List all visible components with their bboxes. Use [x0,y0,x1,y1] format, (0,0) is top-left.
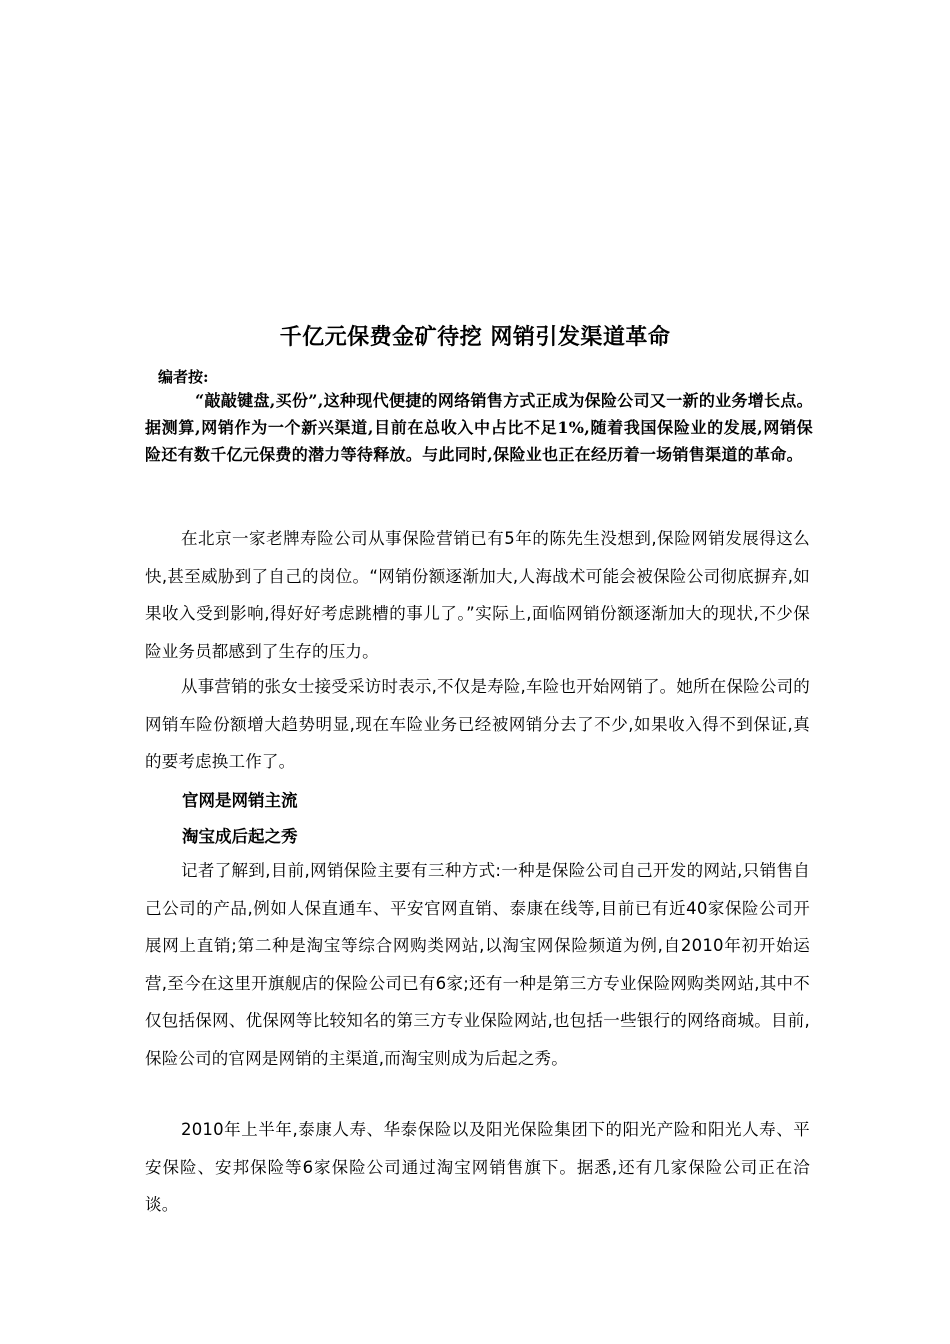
section-subheading: 官网是网销主流 [182,791,298,810]
body-paragraph: 从事营销的张女士接受采访时表示,不仅是寿险,车险也开始网销了。她所在保险公司的网销车险份额增大趋势明显,现在车险业务已经被网销分去了不少,如果收入得不到保证,真的要考虑换工作了。 [145,677,810,771]
body-paragraph: 在北京一家老牌寿险公司从事保险营销已有5年的陈先生没想到,保险网销发展得这么快,甚至威胁到了自己的岗位。“网销份额逐渐加大,人海战术可能会被保险公司彻底摒弃,如果收入受到影响,得好好考虑跳槽的事儿了。”实际上,面临网销份额逐渐加大的现状,不少保险业务员都感到了生存的压力。 [145,529,810,661]
editor-note-text: “敲敲键盘,买份”,这种现代便捷的网络销售方式正成为保险公司又一新的业务增长点。据测算,网销作为一个新兴渠道,目前在总收入中占比不足1%,随着我国保险业的发展,网销保险还有数千亿元保费的潜力等待释放。与此同时,保险业也正在经历着一场销售渠道的革命。 [145,391,813,464]
section-subheading: 淘宝成后起之秀 [182,827,298,846]
body-paragraph: 记者了解到,目前,网销保险主要有三种方式:一种是保险公司自己开发的网站,只销售自己公司的产品,例如人保直通车、平安官网直销、泰康在线等,目前已有近40家保险公司开展网上直销;第二种是淘宝等综合网购类网站,以淘宝网保险频道为例,自2010年初开始运营,至今在这里开旗舰店的保险公司已有6家;还有一种是第三方专业保险网购类网站,其中不仅包括保网、优保网等比较知名的第三方专业保险网站,也包括一些银行的网络商城。目前,保险公司的官网是网销的主渠道,而淘宝则成为后起之秀。 [145,861,810,1068]
editor-note-label: 编者按: [158,368,209,386]
article-title: 千亿元保费金矿待挖 网销引发渠道革命 [279,325,671,350]
body-paragraph: 2010年上半年,泰康人寿、华泰保险以及阳光保险集团下的阳光产险和阳光人寿、平安保险、安邦保险等6家保险公司通过淘宝网销售旗下。据悉,还有几家保险公司正在洽谈。 [145,1120,810,1214]
